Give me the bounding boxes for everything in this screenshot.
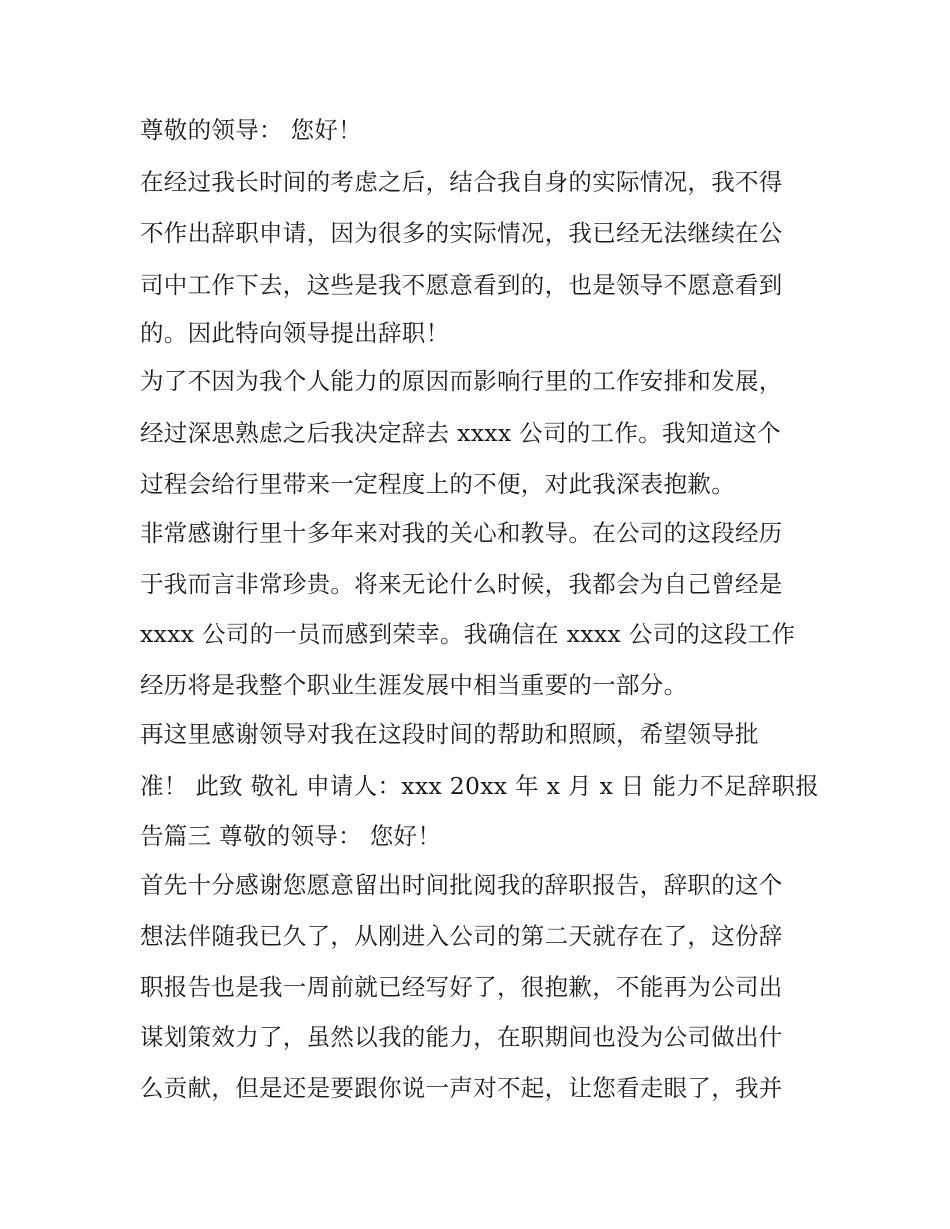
- text-line: 非常感谢行里十多年来对我的关心和教导。在公司的这段经历: [140, 519, 783, 547]
- text-line: 再这里感谢领导对我在这段时间的帮助和照顾，希望领导批: [140, 720, 759, 748]
- text-line: 尊敬的领导： 您好！: [140, 116, 362, 144]
- text-line: 于我而言非常珍贵。将来无论什么时候，我都会为自己曾经是: [140, 570, 783, 598]
- text-line: 不作出辞职申请，因为很多的实际情况，我已经无法继续在公: [140, 219, 783, 247]
- text-line: 职报告也是我一周前就已经写好了，很抱歉，不能再为公司出: [140, 973, 783, 1001]
- text-line: 经过深思熟虑之后我决定辞去 xxxx 公司的工作。我知道这个: [140, 419, 781, 447]
- text-line: 么贡献，但是还是要跟你说一声对不起，让您看走眼了，我并: [140, 1074, 783, 1102]
- text-line: 经历将是我整个职业生涯发展中相当重要的一部分。: [140, 671, 688, 699]
- text-line: 的。因此特向领导提出辞职！: [140, 319, 450, 347]
- text-line: 谋划策效力了，虽然以我的能力，在职期间也没为公司做出什: [140, 1023, 783, 1051]
- text-line: 首先十分感谢您愿意留出时间批阅我的辞职报告，辞职的这个: [140, 871, 783, 899]
- text-line: 过程会给行里带来一定程度上的不便，对此我深表抱歉。: [140, 470, 735, 498]
- text-line: 司中工作下去，这些是我不愿意看到的，也是领导不愿意看到: [140, 271, 783, 299]
- text-line: 为了不因为我个人能力的原因而影响行里的工作安排和发展，: [140, 367, 783, 395]
- text-line: xxxx 公司的一员而感到荣幸。我确信在 xxxx 公司的这段工作: [140, 620, 796, 648]
- text-line: 告篇三 尊敬的领导： 您好！: [140, 822, 442, 850]
- text-line: 想法伴随我已久了，从刚进入公司的第二天就存在了，这份辞: [140, 922, 783, 950]
- text-line: 在经过我长时间的考虑之后，结合我自身的实际情况，我不得: [140, 168, 783, 196]
- text-line: 准！ 此致 敬礼 申请人：xxx 20xx 年 x 月 x 日 能力不足辞职报: [140, 772, 820, 800]
